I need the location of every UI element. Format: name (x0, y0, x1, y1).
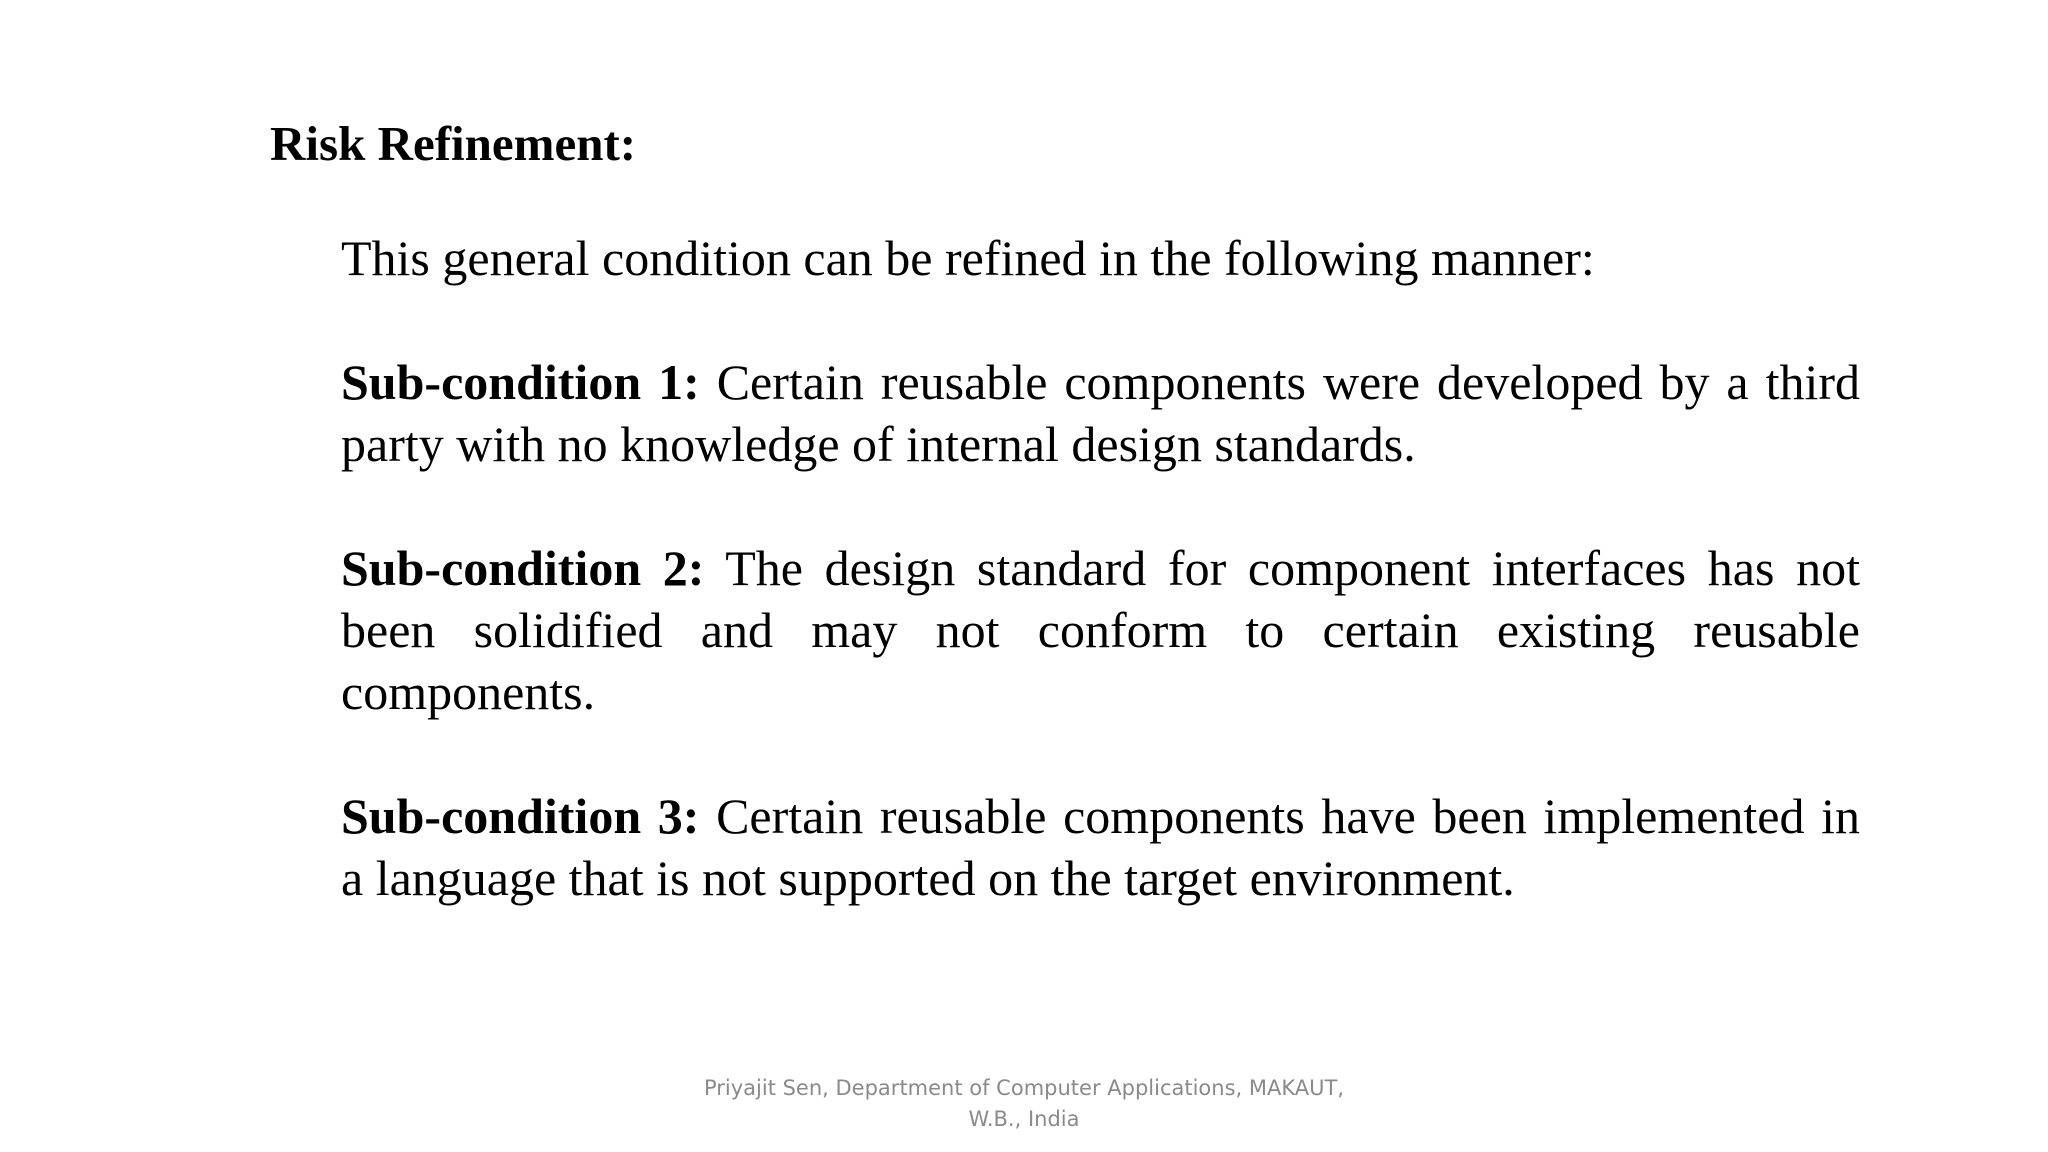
subcondition-1-text: Certain reusable components were developed by a third party with no knowledge of internal design standards. (341, 354, 1861, 472)
footer-line-1: Priyajit Sen, Department of Computer Applications, MAKAUT, (703, 1076, 1345, 1100)
subcondition-2 (341, 537, 1860, 723)
subcondition-3-text: Certain reusable components have been implemented in a language that is not supported on the target environment. (341, 788, 1861, 906)
subcondition-1-label: Sub-condition 1: (341, 354, 700, 410)
subcondition-3-label: Sub-condition 3: (341, 788, 700, 844)
slide-footer (674, 1073, 1374, 1135)
intro-text: This general condition can be refined in the following manner: (341, 230, 1595, 286)
subcondition-2-text: The design standard for component interfaces has not been solidified and may not conform to certain existing reusable components. (341, 540, 1860, 720)
slide-content (341, 227, 1860, 909)
slide-title: Risk Refinement: (270, 116, 637, 171)
subcondition-2-label: Sub-condition 2: (341, 540, 705, 596)
subcondition-1 (341, 351, 1860, 475)
footer-line-2: W.B., India (968, 1107, 1080, 1131)
subcondition-3 (341, 785, 1860, 909)
